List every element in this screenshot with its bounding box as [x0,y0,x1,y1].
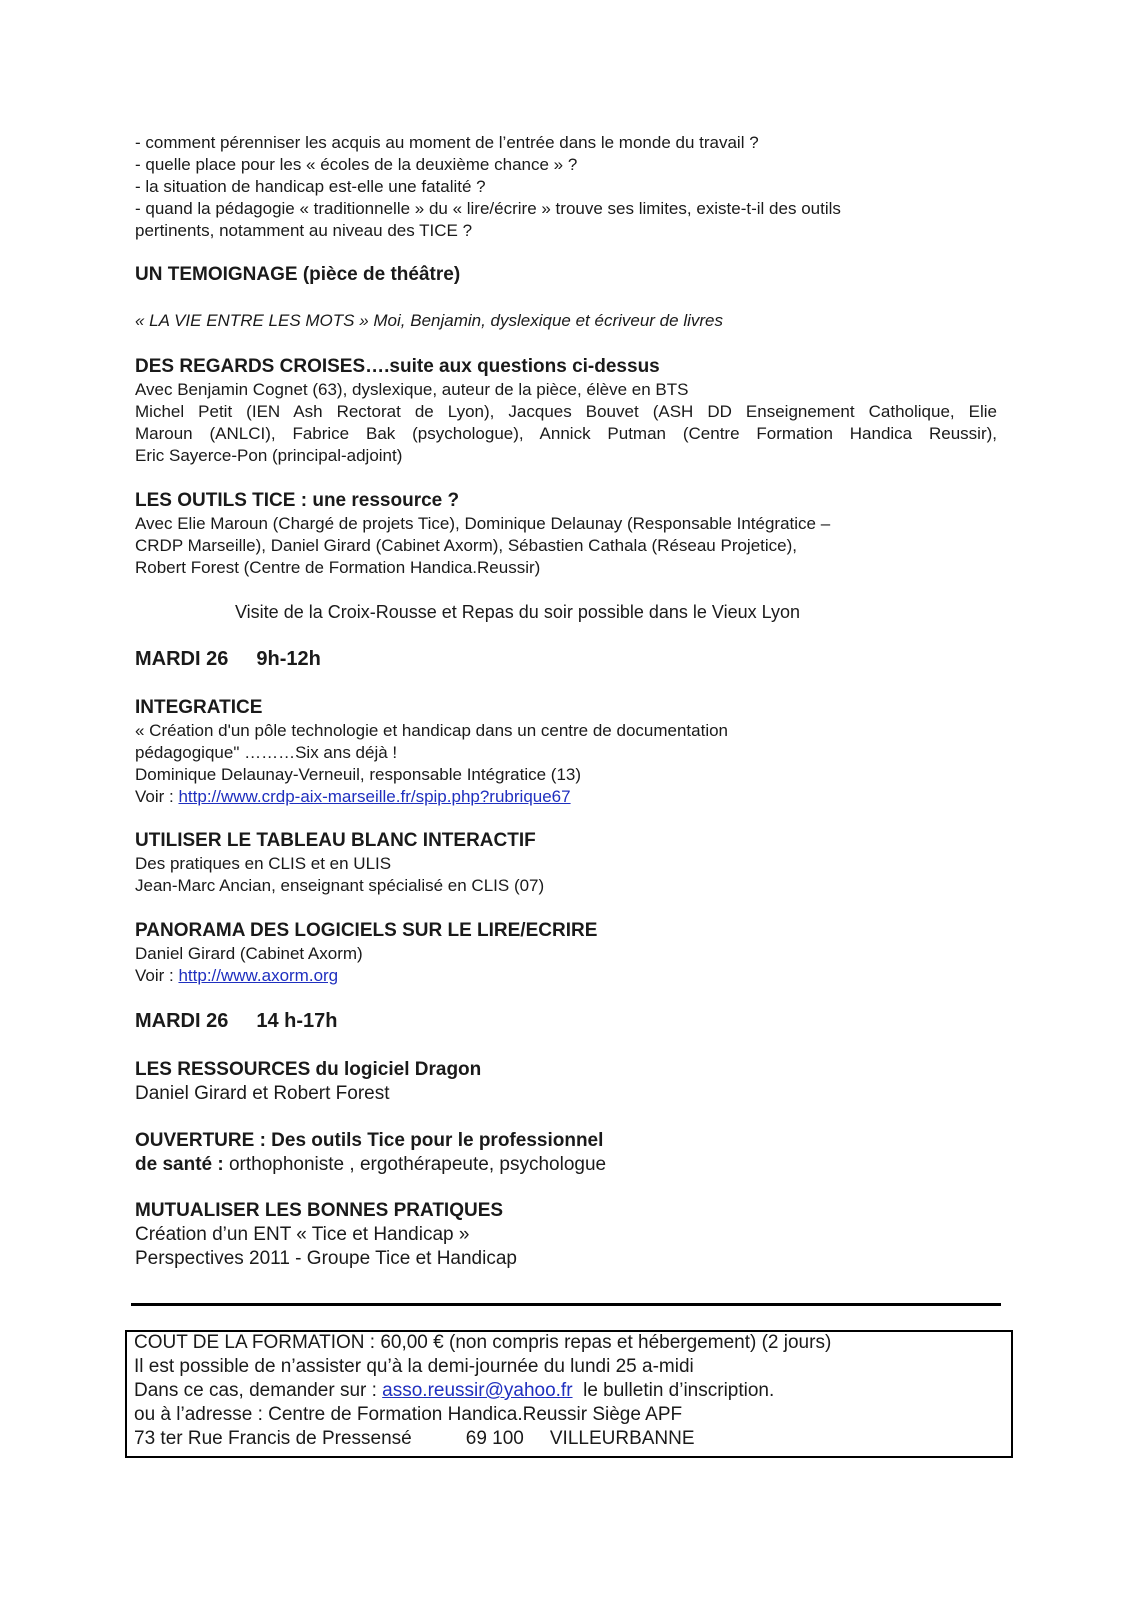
ressources-line: Daniel Girard et Robert Forest [135,1083,390,1104]
cout-line: ou à l’adresse : Centre de Formation Handica.Reussir Siège APF [134,1404,683,1425]
regards-line: Michel Petit (IEN Ash Rectorat de Lyon), Jacques Bouvet (ASH DD Enseignement Catholique, Elie [135,402,997,421]
integratice-line: Dominique Delaunay-Verneuil, responsable Intégratice (13) [135,765,582,784]
cout-address [134,1427,695,1451]
question-line: - quand la pédagogie « traditionnelle » du « lire/écrire » trouve ses limites, existe-t-il des outils [135,199,841,218]
panorama-line: Daniel Girard (Cabinet Axorm) [135,944,363,963]
mutualiser-heading: MUTUALISER LES BONNES PRATIQUES [135,1200,504,1221]
session-time: 14 h-17h [256,1010,338,1032]
address-city: VILLEURBANNE [549,1428,695,1449]
panorama-voir [135,965,338,987]
question-line: - quelle place pour les « écoles de la deuxième chance » ? [135,155,578,174]
cout-line: Il est possible de n’assister qu’à la demi-journée du lundi 25 a-midi [134,1356,694,1377]
outils-heading: LES OUTILS TICE : une ressource ? [135,490,460,511]
divider [131,1303,1001,1306]
tbi-line: Des pratiques en CLIS et en ULIS [135,854,392,873]
regards-line: Maroun (ANLCI), Fabrice Bak (psychologue), Annick Putman (Centre Formation Handica Reussir), [135,424,997,443]
tbi-line: Jean-Marc Ancian, enseignant spécialisé en CLIS (07) [135,876,545,895]
integratice-link[interactable]: http://www.crdp-aix-marseille.fr/spip.php?rubrique67 [178,787,571,806]
cout-post: le bulletin d’inscription. [572,1380,775,1401]
ressources-heading: LES RESSOURCES du logiciel Dragon [135,1059,482,1080]
session-time: 9h-12h [256,648,321,670]
temoignage-line: « LA VIE ENTRE LES MOTS » Moi, Benjamin, dyslexique et écriveur de livres [135,311,723,330]
session-day [135,1010,338,1032]
regards-line: Eric Sayerce-Pon (principal-adjoint) [135,446,403,465]
address-street: 73 ter Rue Francis de Pressensé [134,1428,412,1449]
email-link[interactable]: asso.reussir@yahoo.fr [382,1380,573,1401]
panorama-link[interactable]: http://www.axorm.org [178,966,339,985]
integratice-line: « Création d'un pôle technologie et handicap dans un centre de documentation [135,721,729,740]
panorama-heading: PANORAMA DES LOGICIELS SUR LE LIRE/ECRIRE [135,920,598,941]
cout-line [134,1379,774,1403]
question-line: - la situation de handicap est-elle une fatalité ? [135,177,486,196]
ouverture-rest: orthophoniste , ergothérapeute, psychologue [223,1154,607,1175]
temoignage-heading: UN TEMOIGNAGE (pièce de théâtre) [135,264,461,285]
ouverture-heading: OUVERTURE : Des outils Tice pour le professionnel [135,1130,604,1151]
outils-line: Avec Elie Maroun (Chargé de projets Tice), Dominique Delaunay (Responsable Intégratice – [135,514,831,533]
question-line: - comment pérenniser les acquis au moment de l’entrée dans le monde du travail ? [135,133,759,152]
outils-line: Robert Forest (Centre de Formation Handica.Reussir) [135,558,541,577]
session-day-label: MARDI 26 [135,1010,229,1032]
address-zip: 69 100 [465,1428,524,1449]
question-line: pertinents, notamment au niveau des TICE ? [135,221,473,240]
cout-pre: Dans ce cas, demander sur : [134,1380,383,1401]
regards-heading: DES REGARDS CROISES….suite aux questions ci-dessus [135,356,660,377]
integratice-line: pédagogique" ………Six ans déjà ! [135,743,398,762]
regards-line: Avec Benjamin Cognet (63), dyslexique, auteur de la pièce, élève en BTS [135,380,689,399]
integratice-heading: INTEGRATICE [135,697,263,718]
ouverture-bold: de santé : [135,1154,224,1175]
session-day-label: MARDI 26 [135,648,229,670]
cout-line: COUT DE LA FORMATION : 60,00 € (non compris repas et hébergement) (2 jours) [134,1332,832,1353]
mutualiser-line: Perspectives 2011 - Groupe Tice et Handicap [135,1248,517,1269]
mutualiser-line: Création d’un ENT « Tice et Handicap » [135,1224,470,1245]
session-day [135,648,321,670]
visite-note: Visite de la Croix-Rousse et Repas du soir possible dans le Vieux Lyon [235,602,800,622]
ouverture-line [135,1154,606,1176]
voir-label: Voir : [135,966,179,985]
integratice-voir [135,786,571,808]
tbi-heading: UTILISER LE TABLEAU BLANC INTERACTIF [135,830,536,851]
voir-label: Voir : [135,787,179,806]
outils-line: CRDP Marseille), Daniel Girard (Cabinet Axorm), Sébastien Cathala (Réseau Projetice), [135,536,798,555]
